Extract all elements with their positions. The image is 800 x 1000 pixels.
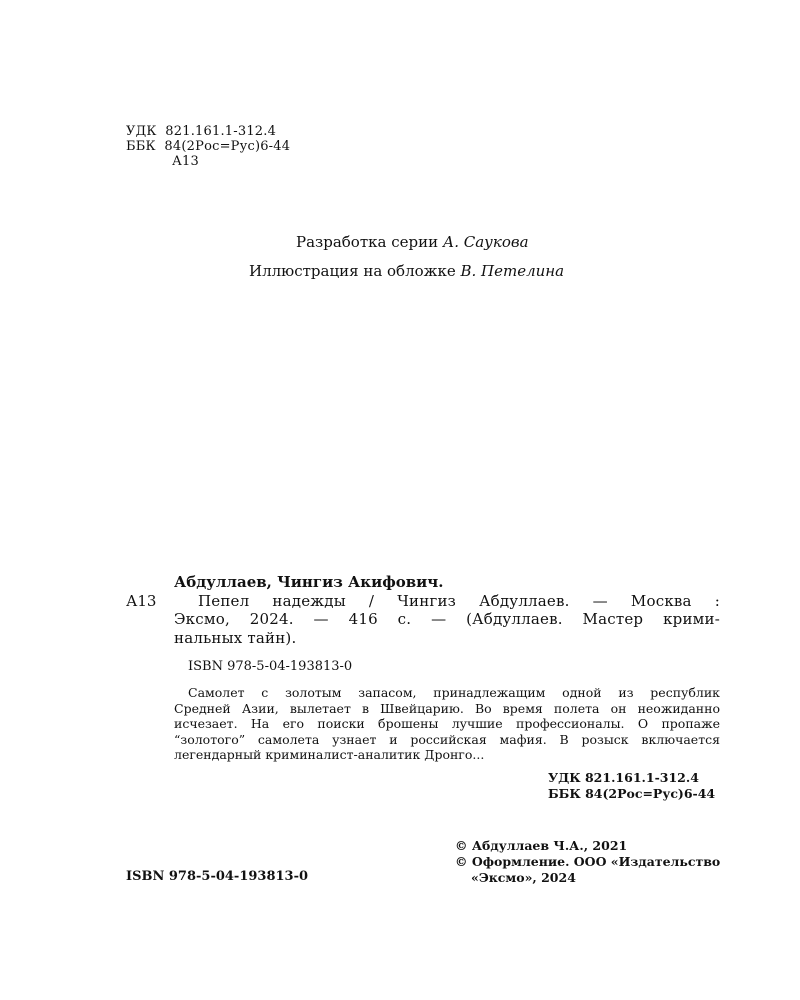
annotation-line: “золотого” самолета узнает и российская мафия. В розыск включается: [174, 731, 720, 747]
cover-credit-label: Иллюстрация на обложке: [249, 262, 461, 280]
bbk-code: ББК 84(2Рос=Рус)6-44: [126, 139, 291, 154]
entry-line-1: Пепел надежды / Чингиз Абдуллаев. — Москва :: [198, 591, 720, 610]
bottom-bbk-code: ББК 84(2Рос=Рус)6-44: [548, 786, 716, 801]
entry-author: Абдуллаев, Чингиз Акифович.: [174, 573, 444, 591]
copyright-notice: [455, 838, 720, 886]
bibliographic-entry: [174, 573, 720, 647]
copyright-design: © Оформление. ООО «Издательство: [455, 854, 721, 869]
entry-author-sign: А13: [126, 592, 157, 610]
copyright-publisher: «Эксмо», 2024: [471, 870, 576, 885]
entry-line-2: Эксмо, 2024. — 416 с. — (Абдуллаев. Мастер крими-: [174, 610, 720, 628]
author-sign: А13: [172, 154, 199, 169]
series-credit: [296, 233, 529, 251]
series-credit-label: Разработка серии: [296, 233, 443, 251]
series-designer-name: А. Саукова: [442, 233, 529, 251]
annotation: [174, 685, 720, 763]
copyright-author: © Абдуллаев Ч.А., 2021: [455, 838, 628, 853]
cover-illustrator-name: В. Петелина: [460, 262, 565, 280]
annotation-line: исчезает. На его поиски брошены лучшие профессионалы. О пропаже: [174, 716, 720, 731]
entry-line-3: нальных тайн).: [174, 628, 297, 647]
bottom-udk-code: УДК 821.161.1-312.4: [548, 770, 699, 785]
isbn-bottom: ISBN 978-5-04-193813-0: [126, 869, 309, 884]
classification-codes: [126, 124, 290, 169]
annotation-line: Самолет с золотым запасом, принадлежащим одной из республик: [188, 685, 720, 700]
bottom-classification-codes: [548, 770, 715, 802]
cover-credit: [249, 262, 564, 280]
annotation-line: Средней Азии, вылетает в Швейцарию. Во время полета он неожиданно: [174, 700, 720, 716]
entry-isbn: ISBN 978-5-04-193813-0: [188, 659, 353, 674]
udk-code: УДК 821.161.1-312.4: [126, 124, 277, 139]
annotation-line: легендарный криминалист-аналитик Дронго...: [174, 747, 485, 762]
